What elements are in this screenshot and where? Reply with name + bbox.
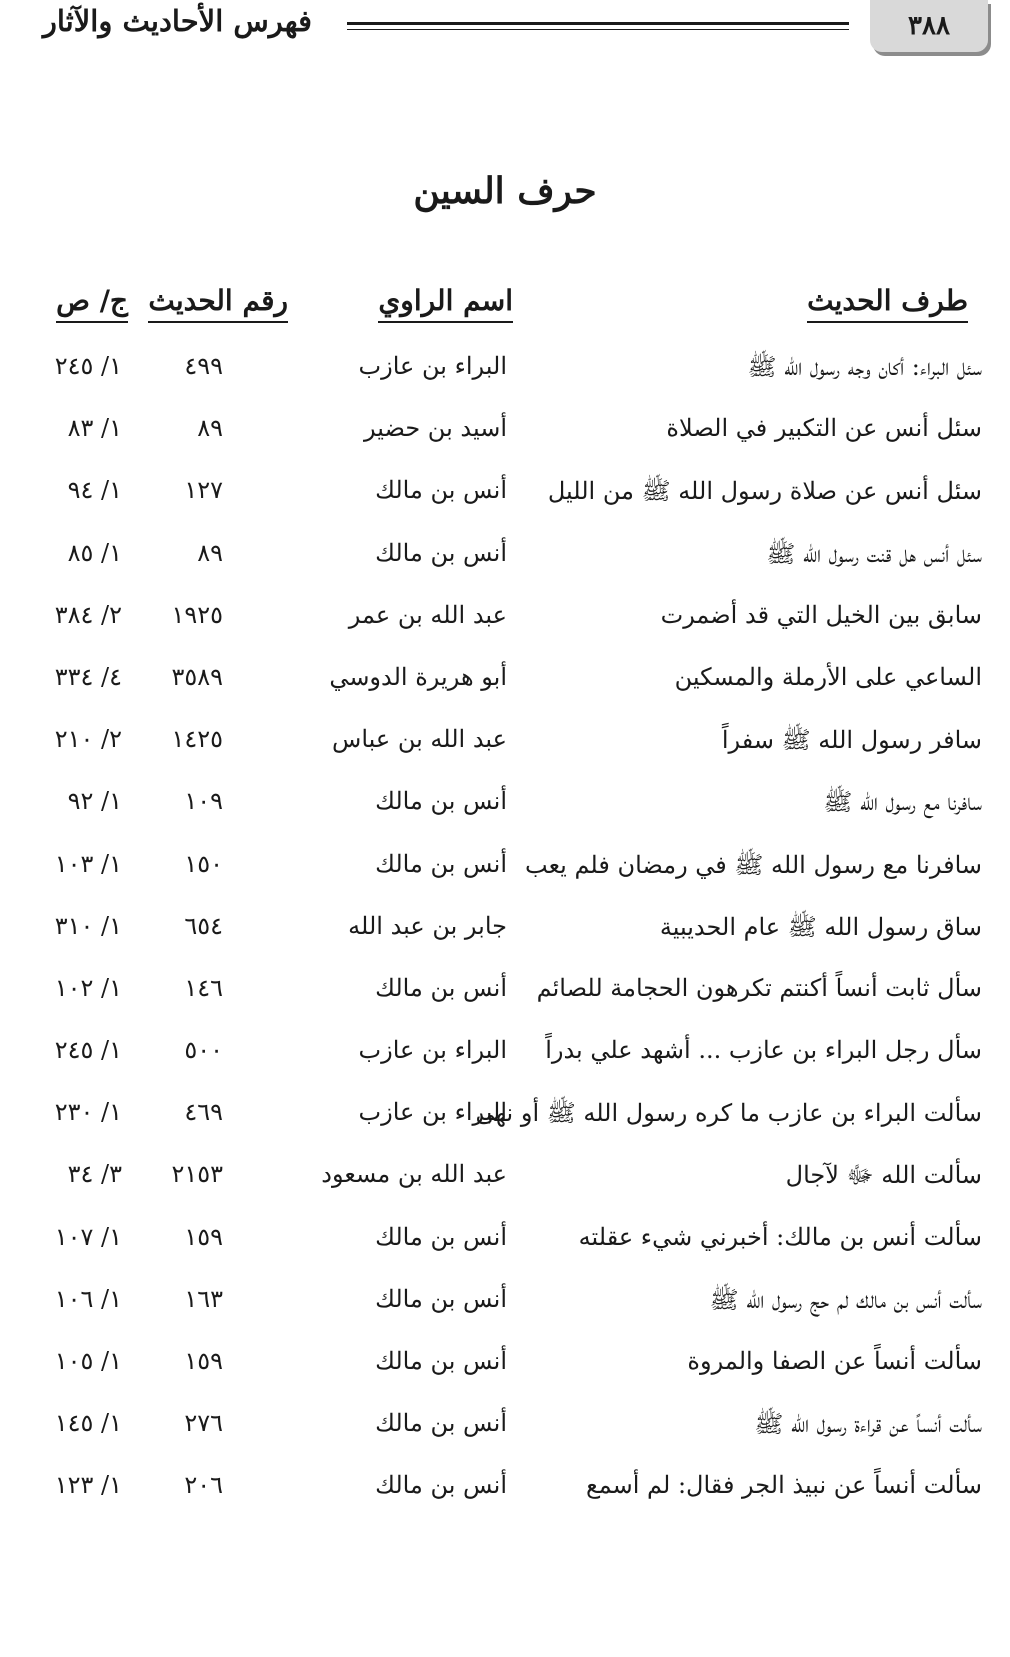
volume-page: ٤/ ٣٣٤ — [54, 662, 122, 691]
hadith-number: ٨٩ — [197, 414, 223, 443]
hadith-excerpt: ساق رسول الله ﷺ عام الحديبية — [659, 912, 982, 941]
volume-page: ١/ ١٢٣ — [54, 1471, 122, 1500]
narrator-name: البراء بن عازب — [358, 1098, 507, 1127]
hadith-number: ٥٠٠ — [184, 1036, 223, 1065]
hadith-excerpt: سألت البراء بن عازب ما كره رسول الله ﷺ أو نهى — [475, 1099, 982, 1128]
running-title: فهرس الأحاديث والآثار — [42, 4, 312, 38]
hadith-excerpt: سألت أنساً عن الصفا والمروة — [687, 1347, 982, 1375]
narrator-name: جابر بن عبد الله — [348, 911, 507, 940]
narrator-name: أنس بن مالك — [375, 849, 507, 878]
narrator-name: عبد الله بن عمر — [348, 600, 507, 629]
volume-page: ١/ ١٠٦ — [54, 1284, 122, 1313]
narrator-name: البراء بن عازب — [358, 1036, 507, 1065]
table-row — [0, 1471, 1010, 1533]
volume-page: ١/ ١٤٥ — [54, 1409, 122, 1438]
volume-page: ١/ ٨٥ — [67, 538, 122, 567]
hadith-excerpt: سأل ثابت أنساً أكنتم تكرهون الحجامة للصائم — [536, 973, 982, 1002]
hadith-number: ٤٩٩ — [184, 352, 223, 380]
hadith-number: ٦٥٤ — [184, 911, 223, 940]
column-header-raqm: رقم الحديث — [148, 284, 288, 323]
hadith-excerpt: الساعي على الأرملة والمسكين — [674, 662, 982, 691]
hadith-number: ١٢٧ — [184, 476, 223, 505]
volume-page: ١/ ٩٢ — [67, 787, 122, 816]
section-title: حرف السين — [413, 170, 597, 212]
hadith-excerpt: سألت أنس بن مالك: أخبرني شيء عقلته — [578, 1222, 982, 1251]
column-header-rawi: اسم الراوي — [378, 284, 513, 323]
hadith-number: ٨٩ — [197, 538, 223, 567]
table-row — [0, 1409, 1010, 1471]
column-header-juz: ج/ ص — [56, 284, 128, 323]
volume-page: ١/ ٢٤٥ — [54, 1036, 122, 1065]
column-header-tarf: طرف الحديث — [807, 284, 968, 323]
hadith-number: ١٥٩ — [184, 1222, 223, 1251]
table-row — [0, 476, 1010, 538]
table-row — [0, 1160, 1010, 1222]
hadith-number: ٤٦٩ — [184, 1098, 223, 1127]
narrator-name: أنس بن مالك — [375, 973, 507, 1002]
narrator-name: عبد الله بن مسعود — [321, 1160, 507, 1189]
hadith-excerpt: سئل البراء: أكان وجه رسول الله ﷺ — [747, 353, 982, 381]
narrator-name: أنس بن مالك — [375, 538, 507, 567]
hadith-number: ١٥٩ — [184, 1347, 223, 1375]
narrator-name: أنس بن مالك — [375, 1471, 507, 1500]
hadith-excerpt: سافرنا مع رسول الله ﷺ في رمضان فلم يعب — [525, 850, 982, 879]
volume-page: ٣/ ٣٤ — [67, 1160, 122, 1189]
hadith-number: ٣٥٨٩ — [171, 662, 223, 691]
hadith-excerpt: سابق بين الخيل التي قد أضمرت — [660, 600, 982, 629]
narrator-name: البراء بن عازب — [358, 352, 507, 380]
volume-page: ١/ ٢٣٠ — [54, 1098, 122, 1127]
hadith-excerpt: سئل أنس هل قنت رسول الله ﷺ — [766, 539, 982, 568]
narrator-name: أنس بن مالك — [375, 1284, 507, 1313]
volume-page: ١/ ٢٤٥ — [54, 352, 122, 380]
table-row — [0, 850, 1010, 912]
hadith-excerpt: سألت أنساً عن نبيذ الجر فقال: لم أسمع — [586, 1471, 982, 1500]
hadith-number: ١٦٣ — [184, 1284, 223, 1313]
table-row — [0, 601, 1010, 663]
volume-page: ٢/ ٣٨٤ — [54, 600, 122, 629]
narrator-name: أنس بن مالك — [375, 1409, 507, 1438]
narrator-name: أنس بن مالك — [375, 787, 507, 816]
narrator-name: عبد الله بن عباس — [332, 725, 507, 754]
table-row — [0, 352, 1010, 414]
volume-page: ١/ ٨٣ — [67, 414, 122, 443]
page-header — [0, 0, 1010, 70]
hadith-excerpt: سافرنا مع رسول الله ﷺ — [823, 788, 982, 817]
header-rule — [347, 22, 849, 30]
hadith-excerpt: سئل أنس عن صلاة رسول الله ﷺ من الليل — [547, 477, 982, 506]
volume-page: ١/ ١٠٧ — [54, 1222, 122, 1251]
narrator-name: أسيد بن حضير — [364, 414, 507, 443]
table-row — [0, 1285, 1010, 1347]
hadith-excerpt: سألت أنساً عن قراءة رسول الله ﷺ — [754, 1410, 982, 1439]
table-row — [0, 1098, 1010, 1160]
table-row — [0, 974, 1010, 1036]
narrator-name: أنس بن مالك — [375, 476, 507, 505]
hadith-excerpt: سافر رسول الله ﷺ سفراً — [721, 726, 982, 755]
table-row — [0, 1223, 1010, 1285]
narrator-name: أنس بن مالك — [375, 1347, 507, 1375]
table-row — [0, 787, 1010, 849]
hadith-number: ١٠٩ — [184, 787, 223, 816]
hadith-number: ١٩٢٥ — [171, 600, 223, 629]
hadith-excerpt: سأل رجل البراء بن عازب ... أشهد علي بدراً — [545, 1036, 982, 1065]
hadith-number: ١٤٢٥ — [171, 725, 223, 754]
hadith-excerpt: سألت أنس بن مالك لم حج رسول الله ﷺ — [709, 1285, 982, 1314]
volume-page: ١/ ٩٤ — [67, 476, 122, 505]
page-number-tab — [870, 0, 988, 52]
table-row — [0, 725, 1010, 787]
hadith-index-table — [0, 352, 1010, 1534]
table-row — [0, 912, 1010, 974]
table-row — [0, 663, 1010, 725]
volume-page: ١/ ١٠٣ — [54, 849, 122, 878]
volume-page: ١/ ١٠٥ — [54, 1347, 122, 1375]
narrator-name: أنس بن مالك — [375, 1222, 507, 1251]
volume-page: ١/ ١٠٢ — [54, 973, 122, 1002]
hadith-number: ١٤٦ — [184, 973, 223, 1002]
table-row — [0, 1347, 1010, 1409]
hadith-number: ٢١٥٣ — [171, 1160, 223, 1189]
table-row — [0, 414, 1010, 476]
table-row — [0, 539, 1010, 601]
volume-page: ١/ ٣١٠ — [54, 911, 122, 940]
hadith-excerpt: سألت الله ﷻ لآجال — [785, 1161, 982, 1190]
hadith-number: ١٥٠ — [184, 849, 223, 878]
hadith-excerpt: سئل أنس عن التكبير في الصلاة — [666, 414, 982, 443]
volume-page: ٢/ ٢١٠ — [54, 725, 122, 754]
page-number: ٣٨٨ — [908, 11, 950, 41]
table-row — [0, 1036, 1010, 1098]
narrator-name: أبو هريرة الدوسي — [329, 662, 507, 691]
hadith-number: ٢٧٦ — [184, 1409, 223, 1438]
hadith-number: ٢٠٦ — [184, 1471, 223, 1500]
